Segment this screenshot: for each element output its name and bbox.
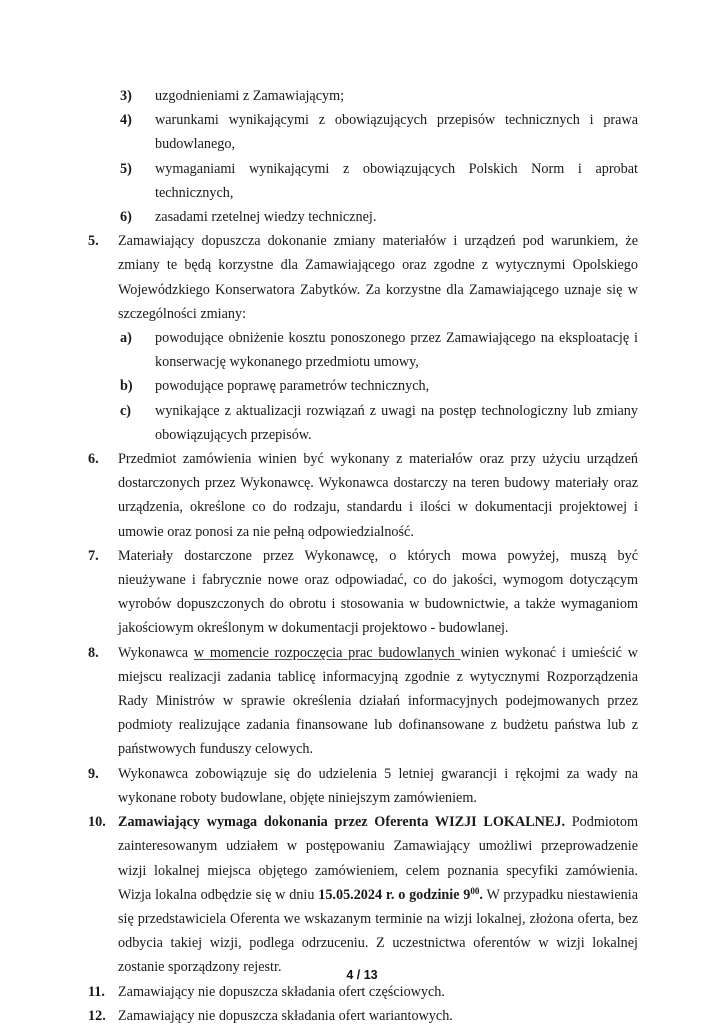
list-text: wynikające z aktualizacji rozwiązań z uwagi na postęp technologiczny lub zmiany obowiązujących przepisów. (155, 402, 638, 443)
list-letter: a) (120, 330, 132, 347)
list-letter: b) (120, 378, 133, 395)
underlined-phrase: w momencie rozpoczęcia prac budowlanych (193, 644, 461, 661)
list-item (120, 108, 638, 156)
document-body (88, 84, 638, 1028)
bold-heading: Zamawiający wymaga dokonania przez Oferenta WIZJI LOKALNEJ. (118, 814, 566, 831)
page-number: 4 / 13 (346, 968, 378, 982)
list-text: zasadami rzetelnej wiedzy technicznej. (155, 209, 377, 226)
list-item (120, 157, 638, 205)
paragraph-text: Przedmiot zamówienia winien być wykonany z materiałów oraz przy użyciu urządzeń dostarczonych przez Wykonawcę. Wykonawca dostarczy na teren budowy materiały oraz urządzenia, określone co do rodzaju, standardu i ilości w dokumentacji projektowej i umowie oraz ponosi za nie pełną odpowiedzialność. (118, 451, 638, 540)
paragraph-number: 10. (88, 814, 106, 831)
list-item (120, 374, 638, 398)
list-text: wymaganiami wynikającymi z obowiązujących Polskich Norm i aprobat technicznych, (155, 160, 638, 201)
text-segment: Podmiotom zainteresowanym udziałem w postępowaniu Zamawiający umożliwi przeprowadzenie wizji lokalnej miejsca objętego zamówieniem, celem poznania specyfiki zamówienia. Wizja lokalna odbędzie się w dniu (118, 814, 638, 903)
numbered-paragraph-11 (88, 980, 638, 1004)
text-segment: . (479, 886, 483, 903)
list-text: warunkami wynikającymi z obowiązujących przepisów technicznych i prawa budowlanego, (155, 112, 638, 153)
list-item (120, 326, 638, 374)
paragraph-number: 7. (88, 547, 99, 564)
numbered-paragraph-5 (88, 229, 638, 326)
text-segment: Wykonawca (118, 644, 194, 661)
list-item (120, 399, 638, 447)
paragraph-number: 8. (88, 644, 99, 661)
list-item (120, 205, 638, 229)
site-visit-minutes: 00 (470, 885, 480, 896)
numbered-paragraph-6 (88, 447, 638, 544)
numbered-paragraph-9 (88, 762, 638, 810)
numbered-paragraph-12 (88, 1004, 638, 1028)
numbered-paragraph-8 (88, 641, 638, 762)
list-text: uzgodnieniami z Zamawiającym; (155, 88, 345, 104)
list-text: powodujące poprawę parametrów technicznych, (155, 378, 430, 395)
site-visit-date: 15.05.2024 r. o godzinie 9 (318, 886, 471, 903)
paragraph-number: 11. (88, 983, 105, 1000)
paragraph-number: 6. (88, 451, 99, 468)
paragraph-text: Wykonawca zobowiązuje się do udzielenia 5 letniej gwarancji i rękojmi za wady na wykonane roboty budowlane, objęte niniejszym zamówieniem. (118, 765, 638, 806)
list-letter: c) (120, 402, 132, 419)
numbered-paragraph-7 (88, 544, 638, 641)
paragraph-text: Zamawiający nie dopuszcza składania ofert częściowych. (118, 983, 445, 1000)
paragraph-text: Materiały dostarczone przez Wykonawcę, o których mowa powyżej, muszą być nieużywane i fabrycznie nowe oraz odpowiadać, co do jakości, wymogom dotyczącym wyrobów dopuszczonych do obrotu i stosowania w budownictwie, a także wymaganiom jakościowym określonym w dokumentacji projektowo - budowlanej. (118, 547, 638, 637)
list-number: 5) (120, 160, 132, 177)
paragraph-text (118, 810, 638, 979)
paragraph-number: 9. (88, 765, 99, 782)
list-number: 6) (120, 209, 132, 226)
paragraph-text (118, 641, 638, 762)
text-segment: winien wykonać i umieścić w miejscu realizacji zadania tablicę informacyjną zgodnie z wytycznymi Rozporządzenia Rady Ministrów w sprawie określenia działań informacyjnych podejmowanych przez podmioty realizujące zadania finansowane lub dofinansowane z budżetu państwa lub z państwowych funduszy celowych. (118, 644, 638, 758)
paragraph-number: 12. (88, 1007, 106, 1024)
list-number: 3) (120, 88, 132, 104)
text-segment: W przypadku niestawienia się przedstawiciela Oferenta we wskazanym terminie na wizji lokalnej, złożona oferta, bez odbycia takiej wizji, podlega odrzuceniu. Z uczestnictwa oferentów w wizji lokalnej zostanie sporządzony rejestr. (118, 886, 638, 976)
list-text: powodujące obniżenie kosztu ponoszonego przez Zamawiającego na eksploatację i konserwację wykonanego przedmiotu umowy, (155, 330, 638, 371)
paragraph-text: Zamawiający dopuszcza dokonanie zmiany materiałów i urządzeń pod warunkiem, że zmiany te będą korzystne dla Zamawiającego oraz zgodne z wytycznymi Opolskiego Wojewódzkiego Konserwatora Zabytków. Za korzystne dla Zamawiającego uznaje się w szczególności zmiany: (118, 233, 638, 322)
paragraph-number: 5. (88, 233, 99, 250)
paragraph-text: Zamawiający nie dopuszcza składania ofert wariantowych. (118, 1007, 453, 1024)
list-number: 4) (120, 112, 132, 129)
numbered-paragraph-10 (88, 810, 638, 979)
list-item (120, 84, 638, 108)
